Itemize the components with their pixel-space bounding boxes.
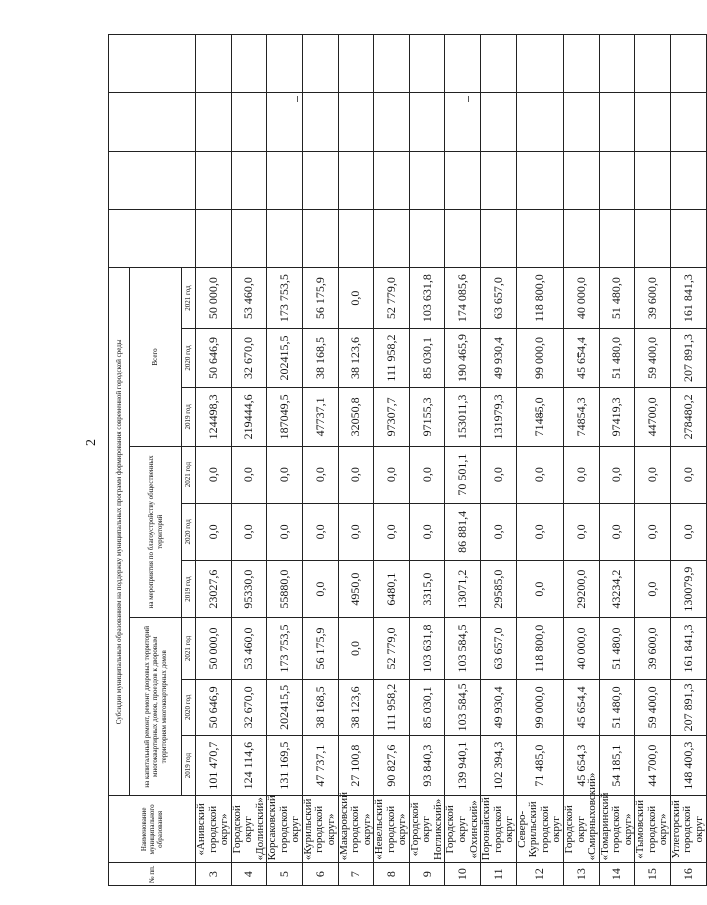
value-cell: 0,0 bbox=[599, 503, 635, 560]
value-cell: 124 114,6 bbox=[231, 735, 267, 795]
empty-cell bbox=[563, 210, 599, 268]
empty-cell bbox=[445, 35, 481, 93]
value-cell: 111 958,2 bbox=[374, 328, 410, 387]
value-cell: 0,0 bbox=[635, 446, 671, 503]
value-cell: 207 891,3 bbox=[670, 679, 706, 735]
empty-cell bbox=[635, 151, 671, 209]
value-cell: 53 460,0 bbox=[231, 618, 267, 680]
header-year: 2021 год bbox=[182, 268, 196, 329]
value-cell: 148 400,3 bbox=[670, 735, 706, 795]
empty-cell bbox=[302, 35, 338, 93]
row-name: Углегорский городской округ bbox=[670, 796, 706, 863]
value-cell: 0,0 bbox=[231, 446, 267, 503]
value-cell: 0,0 bbox=[635, 503, 671, 560]
empty-cell bbox=[374, 35, 410, 93]
value-cell: 0,0 bbox=[516, 560, 563, 617]
value-cell: 0,0 bbox=[374, 446, 410, 503]
empty-cell bbox=[196, 151, 232, 209]
table-row bbox=[374, 35, 410, 886]
value-cell: 38 168,5 bbox=[302, 679, 338, 735]
value-cell: 71485,0 bbox=[516, 388, 563, 446]
empty-cell bbox=[670, 151, 706, 209]
header-year: 2020 год bbox=[182, 503, 196, 560]
value-cell: 0,0 bbox=[516, 446, 563, 503]
empty-cell bbox=[563, 35, 599, 93]
value-cell: 85 030,1 bbox=[409, 328, 445, 387]
table-row bbox=[267, 35, 303, 886]
value-cell: 63 657,0 bbox=[481, 268, 517, 329]
table-row bbox=[481, 35, 517, 886]
value-cell: 0,0 bbox=[635, 560, 671, 617]
value-cell: 0,0 bbox=[670, 503, 706, 560]
empty-cell bbox=[481, 151, 517, 209]
empty-cell bbox=[599, 35, 635, 93]
value-cell: 53 460,0 bbox=[231, 268, 267, 329]
value-cell: 29200,0 bbox=[563, 560, 599, 617]
value-cell: 55880,0 bbox=[267, 560, 303, 617]
row-name: «Макаровский городской округ» bbox=[338, 796, 374, 863]
header-spacer-6 bbox=[109, 35, 196, 93]
value-cell: 0,0 bbox=[563, 446, 599, 503]
value-cell: 45 654,4 bbox=[563, 328, 599, 387]
table-row bbox=[563, 35, 599, 886]
value-cell: 187049,5 bbox=[267, 388, 303, 446]
table-body bbox=[196, 35, 707, 886]
value-cell: 70 501,1 bbox=[445, 446, 481, 503]
value-cell: 99 000,0 bbox=[516, 679, 563, 735]
header-year: 2021 год bbox=[182, 618, 196, 680]
value-cell: 118 800,0 bbox=[516, 618, 563, 680]
value-cell: 40 000,0 bbox=[563, 268, 599, 329]
value-cell: 32 670,0 bbox=[231, 679, 267, 735]
header-spacer-5 bbox=[109, 93, 196, 151]
value-cell: 97419,3 bbox=[599, 388, 635, 446]
value-cell: 47737,1 bbox=[302, 388, 338, 446]
header-number: № пп. bbox=[109, 863, 196, 886]
value-cell: 173 753,5 bbox=[267, 268, 303, 329]
value-cell: 0,0 bbox=[302, 446, 338, 503]
value-cell: 130079,9 bbox=[670, 560, 706, 617]
empty-cell bbox=[670, 210, 706, 268]
value-cell: 161 841,3 bbox=[670, 618, 706, 680]
value-cell: 40 000,0 bbox=[563, 618, 599, 680]
row-name: Городской округ «Охинский» bbox=[445, 796, 481, 863]
empty-cell bbox=[267, 35, 303, 93]
header-improvement-group: на мероприятия по благоустройству общественных территорий bbox=[130, 446, 182, 618]
empty-cell bbox=[196, 210, 232, 268]
value-cell: 90 827,6 bbox=[374, 735, 410, 795]
row-number: 9 bbox=[409, 863, 445, 886]
empty-cell bbox=[670, 93, 706, 151]
row-number: 10 bbox=[445, 863, 481, 886]
value-cell: 63 657,0 bbox=[481, 618, 517, 680]
value-cell: 6480,1 bbox=[374, 560, 410, 617]
empty-cell bbox=[670, 35, 706, 93]
value-cell: 0,0 bbox=[409, 503, 445, 560]
empty-cell bbox=[563, 93, 599, 151]
empty-cell bbox=[374, 151, 410, 209]
row-name: «Томаринский городской округ» bbox=[599, 796, 635, 863]
empty-cell bbox=[409, 151, 445, 209]
value-cell: 0,0 bbox=[267, 446, 303, 503]
empty-cell bbox=[302, 93, 338, 151]
empty-cell bbox=[409, 93, 445, 151]
value-cell: 0,0 bbox=[338, 446, 374, 503]
value-cell: 23027,6 bbox=[196, 560, 232, 617]
value-cell: 43234,2 bbox=[599, 560, 635, 617]
table-row bbox=[409, 35, 445, 886]
value-cell: 161 841,3 bbox=[670, 268, 706, 329]
value-cell: 278480,2 bbox=[670, 388, 706, 446]
empty-cell bbox=[409, 35, 445, 93]
table-row bbox=[196, 35, 232, 886]
value-cell: 0,0 bbox=[409, 446, 445, 503]
empty-cell bbox=[338, 93, 374, 151]
empty-cell bbox=[516, 93, 563, 151]
empty-cell bbox=[231, 35, 267, 93]
row-number: 13 bbox=[563, 863, 599, 886]
row-name: Корсаковский городской округ bbox=[267, 796, 303, 863]
value-cell: 124498,3 bbox=[196, 388, 232, 446]
header-total-group: Всего bbox=[130, 268, 182, 446]
value-cell: 38 168,5 bbox=[302, 328, 338, 387]
value-cell: 49 930,4 bbox=[481, 328, 517, 387]
subsidies-table bbox=[108, 34, 707, 886]
empty-cell bbox=[302, 151, 338, 209]
row-name: «Городской округ Ногликский» bbox=[409, 796, 445, 863]
header-year: 2020 год bbox=[182, 679, 196, 735]
empty-cell bbox=[445, 210, 481, 268]
value-cell: 56 175,9 bbox=[302, 618, 338, 680]
row-name: Поронайский городской округ bbox=[481, 796, 517, 863]
empty-cell bbox=[481, 210, 517, 268]
value-cell: 99 000,0 bbox=[516, 328, 563, 387]
empty-cell bbox=[516, 151, 563, 209]
empty-cell bbox=[338, 151, 374, 209]
empty-cell bbox=[635, 35, 671, 93]
empty-cell bbox=[516, 35, 563, 93]
header-spacer-3 bbox=[109, 210, 196, 268]
empty-cell bbox=[635, 93, 671, 151]
value-cell: 0,0 bbox=[374, 503, 410, 560]
value-cell: 3315,0 bbox=[409, 560, 445, 617]
empty-cell bbox=[374, 93, 410, 151]
value-cell: 56 175,9 bbox=[302, 268, 338, 329]
empty-cell bbox=[409, 210, 445, 268]
value-cell: 0,0 bbox=[338, 618, 374, 680]
empty-cell bbox=[374, 210, 410, 268]
table-row bbox=[635, 35, 671, 886]
row-name: «Анивский городской округ» bbox=[196, 796, 232, 863]
empty-cell bbox=[267, 93, 303, 151]
value-cell: 219444,6 bbox=[231, 388, 267, 446]
empty-cell bbox=[635, 210, 671, 268]
value-cell: 54 185,1 bbox=[599, 735, 635, 795]
value-cell: 44700,0 bbox=[635, 388, 671, 446]
table-row bbox=[516, 35, 563, 886]
table-row bbox=[599, 35, 635, 886]
row-number: 6 bbox=[302, 863, 338, 886]
row-number: 15 bbox=[635, 863, 671, 886]
row-name: Городской округ «Смирныховский» bbox=[563, 796, 599, 863]
empty-cell bbox=[599, 93, 635, 151]
row-number: 12 bbox=[516, 863, 563, 886]
empty-cell bbox=[267, 151, 303, 209]
table-row bbox=[338, 35, 374, 886]
value-cell: 51 480,0 bbox=[599, 679, 635, 735]
value-cell: 97155,3 bbox=[409, 388, 445, 446]
value-cell: 0,0 bbox=[338, 503, 374, 560]
value-cell: 52 779,0 bbox=[374, 268, 410, 329]
row-number: 5 bbox=[267, 863, 303, 886]
row-number: 14 bbox=[599, 863, 635, 886]
value-cell: 4950,0 bbox=[338, 560, 374, 617]
value-cell: 0,0 bbox=[196, 446, 232, 503]
value-cell: 50 646,9 bbox=[196, 679, 232, 735]
value-cell: 190 465,9 bbox=[445, 328, 481, 387]
value-cell: 44 700,0 bbox=[635, 735, 671, 795]
value-cell: 38 123,6 bbox=[338, 679, 374, 735]
value-cell: 131979,3 bbox=[481, 388, 517, 446]
row-name: «Тымовский городской округ» bbox=[635, 796, 671, 863]
row-name: Северо-Курильский городской округ bbox=[516, 796, 563, 863]
value-cell: 47 737,1 bbox=[302, 735, 338, 795]
value-cell: 97307,7 bbox=[374, 388, 410, 446]
page-number: 2 bbox=[84, 439, 99, 446]
header-repair-group: на капитальный ремонт, ремонт дворовых территорий многоквартирных домов, проездов к дворовым территориям многоквартирных домов bbox=[130, 618, 182, 796]
empty-cell bbox=[599, 151, 635, 209]
value-cell: 71 485,0 bbox=[516, 735, 563, 795]
empty-cell bbox=[231, 210, 267, 268]
header-year: 2019 год bbox=[182, 735, 196, 795]
value-cell: 131 169,5 bbox=[267, 735, 303, 795]
value-cell: 50 646,9 bbox=[196, 328, 232, 387]
value-cell: 39 600,0 bbox=[635, 268, 671, 329]
table-row bbox=[231, 35, 267, 886]
value-cell: 103 631,8 bbox=[409, 618, 445, 680]
value-cell: 101 470,7 bbox=[196, 735, 232, 795]
rotated-table-container bbox=[108, 34, 705, 886]
value-cell: 51 480,0 bbox=[599, 618, 635, 680]
row-number: 11 bbox=[481, 863, 517, 886]
header-year: 2019 год bbox=[182, 560, 196, 617]
value-cell: 0,0 bbox=[563, 503, 599, 560]
value-cell: 95330,0 bbox=[231, 560, 267, 617]
value-cell: 0,0 bbox=[481, 503, 517, 560]
value-cell: 0,0 bbox=[231, 503, 267, 560]
empty-cell bbox=[196, 93, 232, 151]
value-cell: 59 400,0 bbox=[635, 328, 671, 387]
value-cell: 13071,2 bbox=[445, 560, 481, 617]
value-cell: 38 123,6 bbox=[338, 328, 374, 387]
row-number: 4 bbox=[231, 863, 267, 886]
header-name: Наименование муниципального образования bbox=[109, 796, 196, 863]
row-name: «Курильский городской округ» bbox=[302, 796, 338, 863]
empty-cell bbox=[445, 93, 481, 151]
header-year: 2019 год bbox=[182, 388, 196, 446]
value-cell: 0,0 bbox=[516, 503, 563, 560]
header-spacer-4 bbox=[109, 151, 196, 209]
value-cell: 207 891,3 bbox=[670, 328, 706, 387]
value-cell: 173 753,5 bbox=[267, 618, 303, 680]
empty-cell bbox=[338, 35, 374, 93]
empty-cell bbox=[481, 35, 517, 93]
empty-cell bbox=[267, 210, 303, 268]
value-cell: 50 000,0 bbox=[196, 618, 232, 680]
row-number: 7 bbox=[338, 863, 374, 886]
value-cell: 49 930,4 bbox=[481, 679, 517, 735]
empty-cell bbox=[481, 93, 517, 151]
value-cell: 0,0 bbox=[338, 268, 374, 329]
value-cell: 103 584,5 bbox=[445, 618, 481, 680]
value-cell: 85 030,1 bbox=[409, 679, 445, 735]
value-cell: 0,0 bbox=[481, 446, 517, 503]
value-cell: 45 654,4 bbox=[563, 679, 599, 735]
value-cell: 118 800,0 bbox=[516, 268, 563, 329]
value-cell: 0,0 bbox=[302, 503, 338, 560]
value-cell: 139 940,1 bbox=[445, 735, 481, 795]
value-cell: 103 631,8 bbox=[409, 268, 445, 329]
value-cell: 202415,5 bbox=[267, 679, 303, 735]
value-cell: 59 400,0 bbox=[635, 679, 671, 735]
empty-cell bbox=[563, 151, 599, 209]
empty-cell bbox=[302, 210, 338, 268]
value-cell: 51 480,0 bbox=[599, 268, 635, 329]
row-number: 8 bbox=[374, 863, 410, 886]
value-cell: 50 000,0 bbox=[196, 268, 232, 329]
value-cell: 93 840,3 bbox=[409, 735, 445, 795]
empty-cell bbox=[445, 151, 481, 209]
row-name: «Невельский городской округ» bbox=[374, 796, 410, 863]
empty-cell bbox=[231, 93, 267, 151]
table-row bbox=[445, 35, 481, 886]
value-cell: 0,0 bbox=[196, 503, 232, 560]
empty-cell bbox=[231, 151, 267, 209]
value-cell: 102 394,3 bbox=[481, 735, 517, 795]
value-cell: 74854,3 bbox=[563, 388, 599, 446]
empty-cell bbox=[196, 35, 232, 93]
value-cell: 29585,0 bbox=[481, 560, 517, 617]
row-number: 16 bbox=[670, 863, 706, 886]
value-cell: 153011,3 bbox=[445, 388, 481, 446]
table-row bbox=[302, 35, 338, 886]
row-name: Городской округ «Долинский» bbox=[231, 796, 267, 863]
value-cell: 27 100,8 bbox=[338, 735, 374, 795]
value-cell: 51 480,0 bbox=[599, 328, 635, 387]
value-cell: 45 654,3 bbox=[563, 735, 599, 795]
value-cell: 39 600,0 bbox=[635, 618, 671, 680]
value-cell: 0,0 bbox=[670, 446, 706, 503]
value-cell: 0,0 bbox=[267, 503, 303, 560]
header-subsidy-group: Субсидии муниципальным образованиям на поддержку муниципальных программ формирования современной городской среды bbox=[109, 268, 130, 796]
value-cell: 103 584,5 bbox=[445, 679, 481, 735]
value-cell: 32050,8 bbox=[338, 388, 374, 446]
table-row bbox=[670, 35, 706, 886]
value-cell: 174 085,6 bbox=[445, 268, 481, 329]
row-number: 3 bbox=[196, 863, 232, 886]
value-cell: 0,0 bbox=[302, 560, 338, 617]
header-year: 2020 год bbox=[182, 328, 196, 387]
value-cell: 0,0 bbox=[599, 446, 635, 503]
empty-cell bbox=[516, 210, 563, 268]
value-cell: 86 881,4 bbox=[445, 503, 481, 560]
value-cell: 202415,5 bbox=[267, 328, 303, 387]
empty-cell bbox=[338, 210, 374, 268]
value-cell: 52 779,0 bbox=[374, 618, 410, 680]
header-year: 2021 год bbox=[182, 446, 196, 503]
empty-cell bbox=[599, 210, 635, 268]
value-cell: 111 958,2 bbox=[374, 679, 410, 735]
value-cell: 32 670,0 bbox=[231, 328, 267, 387]
